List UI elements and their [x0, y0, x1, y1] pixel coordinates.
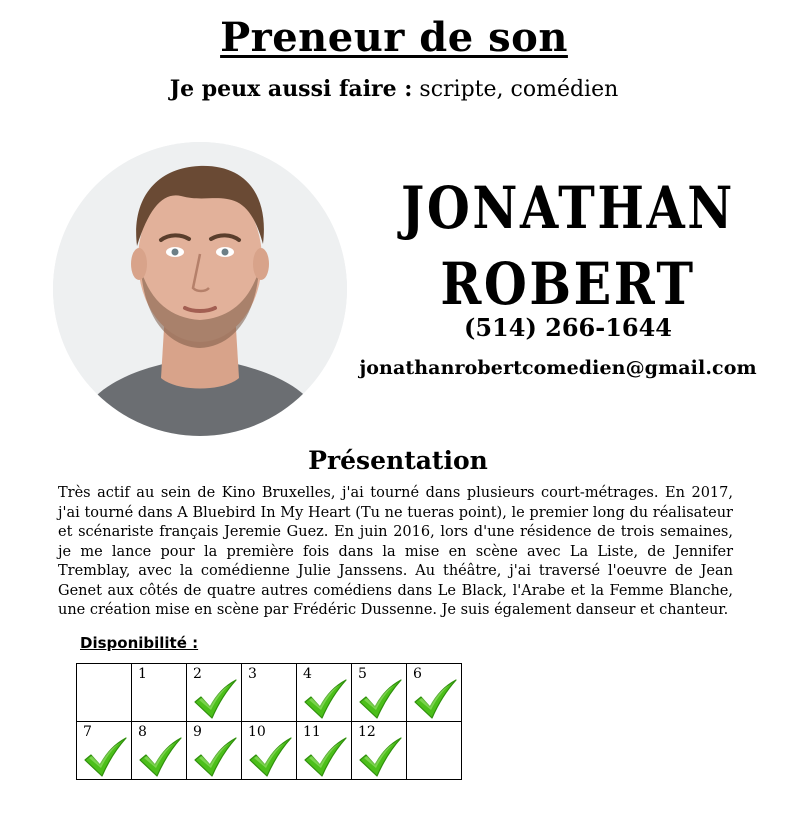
availability-day-number: 6	[413, 666, 422, 682]
full-name	[398, 170, 738, 322]
availability-day-number: 3	[248, 666, 257, 682]
also-label: Je peux aussi faire :	[169, 76, 413, 102]
checkmark-icon	[191, 734, 239, 780]
availability-cell	[187, 722, 242, 780]
availability-cell	[352, 722, 407, 780]
availability-day-number: 7	[83, 724, 92, 740]
first-name: JONATHAN	[401, 174, 735, 242]
availability-cell	[132, 664, 187, 722]
checkmark-icon	[301, 734, 349, 780]
availability-cell	[132, 722, 187, 780]
availability-day-number: 4	[303, 666, 312, 682]
availability-cell	[77, 664, 132, 722]
availability-cell	[352, 664, 407, 722]
phone-number: (514) 266-1644	[463, 313, 673, 342]
availability-day-number: 10	[248, 724, 266, 740]
availability-day-number: 5	[358, 666, 367, 682]
profile-photo	[53, 142, 347, 436]
availability-cell	[242, 722, 297, 780]
also-can-do	[0, 76, 788, 102]
checkmark-icon	[136, 734, 184, 780]
availability-cell	[407, 664, 462, 722]
availability-cell	[297, 664, 352, 722]
availability-cell	[77, 722, 132, 780]
availability-day-number: 2	[193, 666, 202, 682]
checkmark-icon	[81, 734, 129, 780]
availability-cell	[242, 664, 297, 722]
last-name: ROBERT	[440, 250, 696, 318]
checkmark-icon	[356, 734, 404, 780]
availability-day-number: 8	[138, 724, 147, 740]
checkmark-icon	[246, 734, 294, 780]
email-address[interactable]: jonathanrobertcomedien@gmail.com	[359, 357, 757, 379]
availability-day-number: 12	[358, 724, 376, 740]
portrait-illustration	[53, 142, 347, 436]
availability-day-number: 1	[138, 666, 147, 682]
presentation-heading: Présentation	[308, 446, 488, 475]
also-value: scripte, comédien	[419, 77, 619, 102]
availability-day-number: 9	[193, 724, 202, 740]
availability-day-number: 11	[303, 724, 321, 740]
checkmark-icon	[356, 676, 404, 722]
availability-cell	[407, 722, 462, 780]
availability-grid	[76, 663, 462, 780]
availability-label: Disponibilité :	[80, 634, 199, 652]
availability-cell	[187, 664, 242, 722]
availability-cell	[297, 722, 352, 780]
checkmark-icon	[191, 676, 239, 722]
presentation-text: Très actif au sein de Kino Bruxelles, j'ai tourné dans plusieurs court-métrages. En 2017, j'ai tourné dans A Bluebird In My Heart (Tu ne tueras point), le premier long du réalisateur et scénariste français Jeremie Guez. En juin 2016, lors d'une résidence de trois semaines, je me lance pour la première fois dans la mise en scène avec La Liste, de Jennifer Tremblay, avec la comédienne Julie Janssens. Au théâtre, j'ai traversé l'oeuvre de Jean Genet aux côtés de quatre autres comédiens dans Le Black, l'Arabe et la Femme Blanche, une création mise en scène par Frédéric Dussenne. Je suis également danseur et chanteur.	[58, 485, 733, 618]
checkmark-icon	[411, 676, 459, 722]
page-title: Preneur de son	[220, 14, 568, 61]
checkmark-icon	[301, 676, 349, 722]
